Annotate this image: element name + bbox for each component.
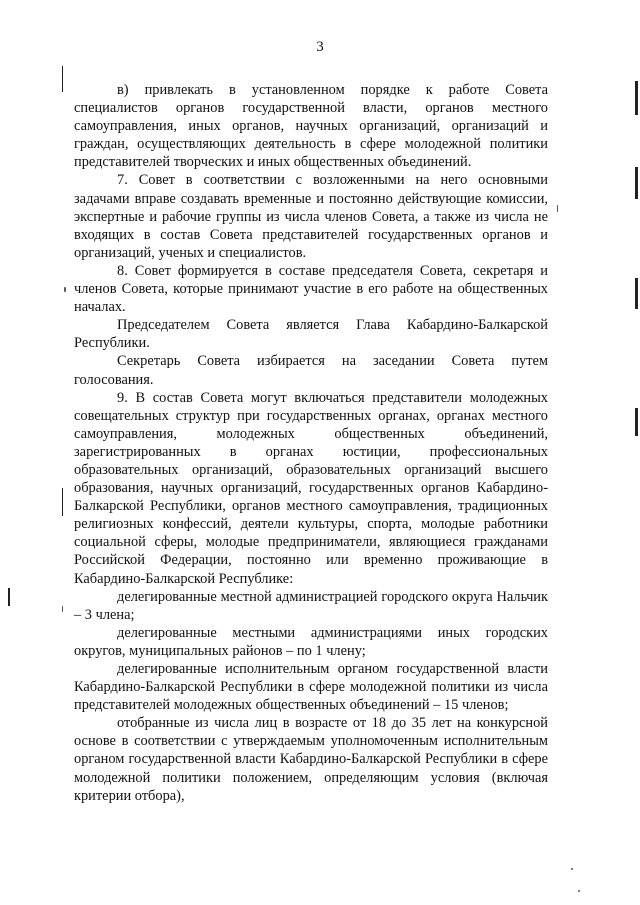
scan-speck-right-1 (557, 205, 558, 212)
paragraph-item-v: в) привлекать в установленном порядке к работе Совета специалистов органов государственной власти, органов местного самоуправления, иных органов, научных организаций, организаций и граждан, осуществляющих деятельность в сфере молодежной политики представителей творческих и иных общественных объединений. (74, 82, 548, 171)
scan-speck-bottom-1 (571, 868, 573, 870)
scan-mark-left-3 (8, 588, 10, 606)
document-body (74, 81, 548, 805)
scan-speck-left-1 (64, 287, 66, 292)
paragraph-nalchik-delegates: делегированные местной администрацией городского округа Нальчик – 3 члена; (74, 588, 548, 623)
scan-mark-left-2 (62, 488, 63, 516)
scan-speck-bottom-2 (578, 890, 580, 892)
paragraph-municipal-delegates: делегированные местными администрациями иных городских округов, муниципальных районов – по 1 члену; (74, 624, 548, 659)
scan-mark-right-3 (635, 278, 638, 309)
scan-speck-left-2 (62, 606, 63, 612)
scan-mark-right-1 (635, 81, 638, 115)
scan-mark-right-2 (635, 167, 638, 199)
paragraph-clause-9: 9. В состав Совета могут включаться представители молодежных совещательных структур при государственных органах, органах местного самоуправления, молодежных общественных объединений, зарегистрированных в органах юстиции, профессиональных образовательных организаций, образовательных организаций высшего образования, научных организаций, государственных органов Кабардино-Балкарской Республики, органов местного самоуправления, традиционных религиозных конфессий, деятели культуры, спорта, молодые работники социальной сферы, молодые предприниматели, являющиеся гражданами Российской Федерации, постоянно или временно проживающие в Кабардино-Балкарской Республике: (74, 389, 548, 587)
scan-mark-right-4 (635, 408, 638, 436)
paragraph-executive-delegates: делегированные исполнительным органом государственной власти Кабардино-Балкарской Республики в сфере молодежной политики из числа представителей молодежных общественных объединений – 15 членов; (74, 661, 548, 714)
paragraph-clause-7: 7. Совет в соответствии с возложенными на него основными задачами вправе создавать временные и постоянно действующие комиссии, экспертные и рабочие группы из числа членов Совета, а также из числа не входящих в состав Совета представителей государственных органов и организаций, ученых и специалистов. (74, 172, 548, 261)
paragraph-secretary: Секретарь Совета избирается на заседании Совета путем голосования. (74, 353, 548, 388)
paragraph-competitive-selection: отобранные из числа лиц в возрасте от 18 до 35 лет на конкурсной основе в соответствии с утверждаемым уполномоченным исполнительным органом государственной власти Кабардино-Балкарской Республики в сфере молодежной политики положением, определяющим условия (включая критерии отбора), (74, 715, 548, 804)
page-number: 3 (316, 39, 324, 55)
scan-mark-left-1 (62, 66, 63, 92)
paragraph-chairman: Председателем Совета является Глава Кабардино-Балкарской Республики. (74, 317, 548, 352)
paragraph-clause-8: 8. Совет формируется в составе председателя Совета, секретаря и членов Совета, которые принимают участие в его работе на общественных началах. (74, 262, 548, 316)
